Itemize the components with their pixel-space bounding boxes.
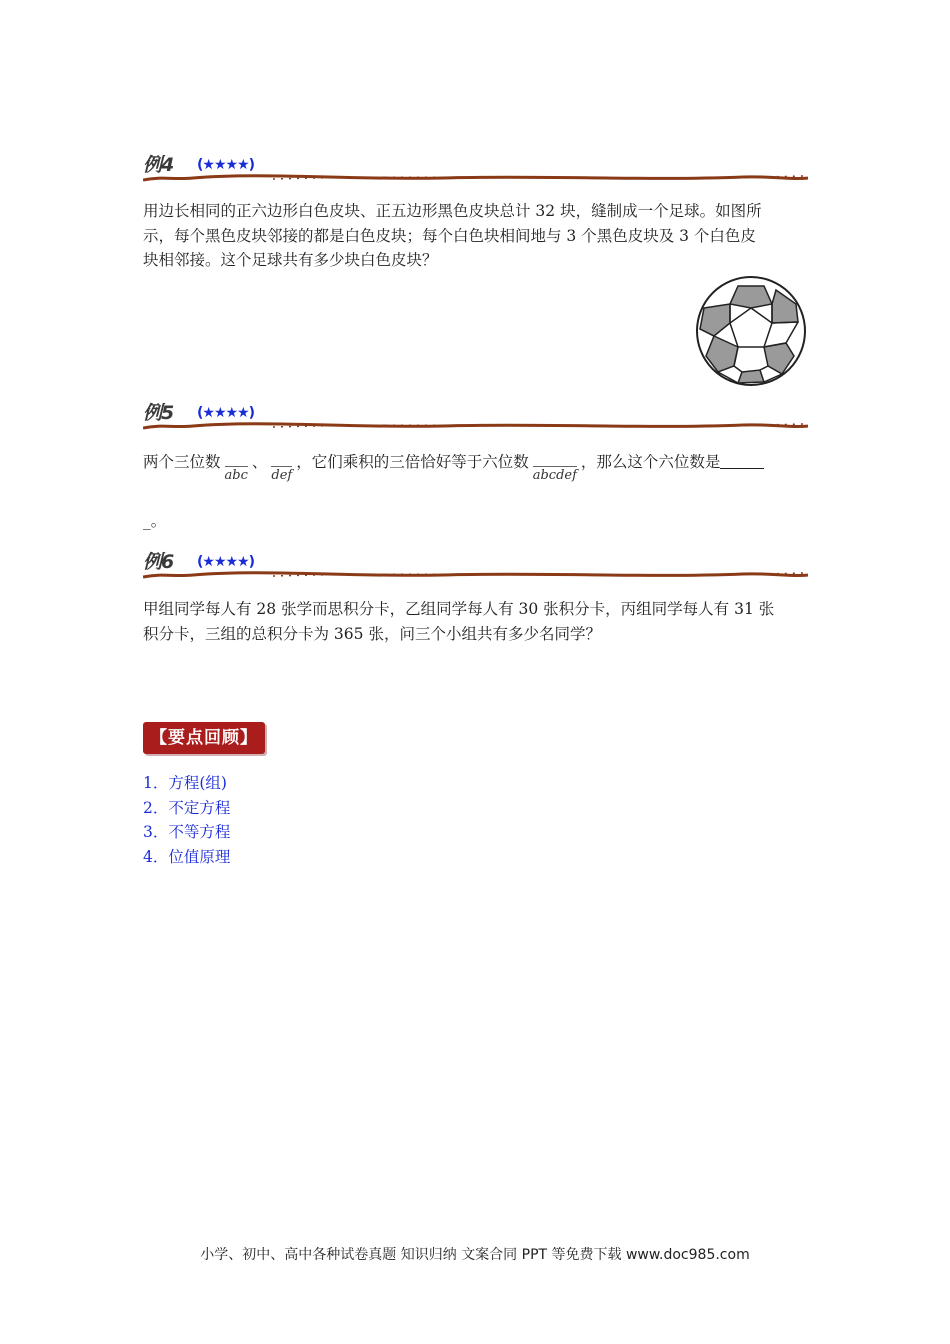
text-run: ，它们乘积的三倍恰好等于六位数 bbox=[296, 453, 529, 471]
text-line: 积分卡，三组的总积分卡为 365 张，问三个小组共有多少名同学？ bbox=[143, 624, 601, 643]
example-6-header bbox=[143, 547, 808, 581]
example-badge: 例5 bbox=[143, 402, 174, 424]
example-badge: 例4 bbox=[143, 154, 174, 176]
review-title: 【要点回顾】 bbox=[150, 728, 258, 748]
review-list bbox=[143, 771, 230, 869]
text-run: ，那么这个六位数是 bbox=[580, 453, 721, 471]
difficulty-stars: (★★★★) bbox=[197, 157, 254, 173]
list-item: 4．位值原理 bbox=[143, 847, 231, 866]
example-4-text bbox=[143, 199, 808, 273]
number-abc: abc bbox=[224, 468, 248, 483]
difficulty-stars: (★★★★) bbox=[197, 405, 254, 421]
number-def: def bbox=[271, 468, 293, 483]
page-footer: 小学、初中、高中各种试卷真题 知识归纳 文案合同 PPT 等免费下载 www.doc985.com bbox=[200, 1247, 750, 1263]
text-line: 块相邻接。这个足球共有多少块白色皮块？ bbox=[143, 251, 438, 269]
difficulty-stars: (★★★★) bbox=[197, 554, 254, 570]
review-title-box bbox=[143, 722, 265, 754]
answer-blank bbox=[720, 452, 764, 469]
text-run: 、 bbox=[251, 453, 268, 471]
list-item: 1．方程(组) bbox=[143, 774, 227, 792]
text-line bbox=[143, 450, 808, 483]
example-badge: 例6 bbox=[143, 551, 174, 573]
text-line: 用边长相同的正六边形白色皮块、正五边形黑色皮块总计 32 块，缝制成一个足球。如图所 bbox=[143, 202, 762, 220]
number-abcdef: abcdef bbox=[532, 468, 577, 483]
soccer-ball-figure bbox=[694, 274, 808, 388]
example-5-text bbox=[143, 450, 808, 534]
list-item: 2．不定方程 bbox=[143, 798, 231, 817]
text-line: _。 bbox=[143, 512, 167, 530]
example-5-header bbox=[143, 398, 808, 432]
example-4-header bbox=[143, 150, 808, 184]
text-line: 示，每个黑色皮块邻接的都是白色皮块；每个白色块相间地与 3 个黑色皮块及 3 个白色皮 bbox=[143, 226, 756, 245]
text-run: 两个三位数 bbox=[143, 453, 221, 471]
example-6-text bbox=[143, 597, 808, 646]
list-item: 3．不等方程 bbox=[143, 823, 231, 841]
text-line: 甲组同学每人有 28 张学而思积分卡，乙组同学每人有 30 张积分卡，丙组同学每人有 31 张 bbox=[143, 600, 775, 618]
